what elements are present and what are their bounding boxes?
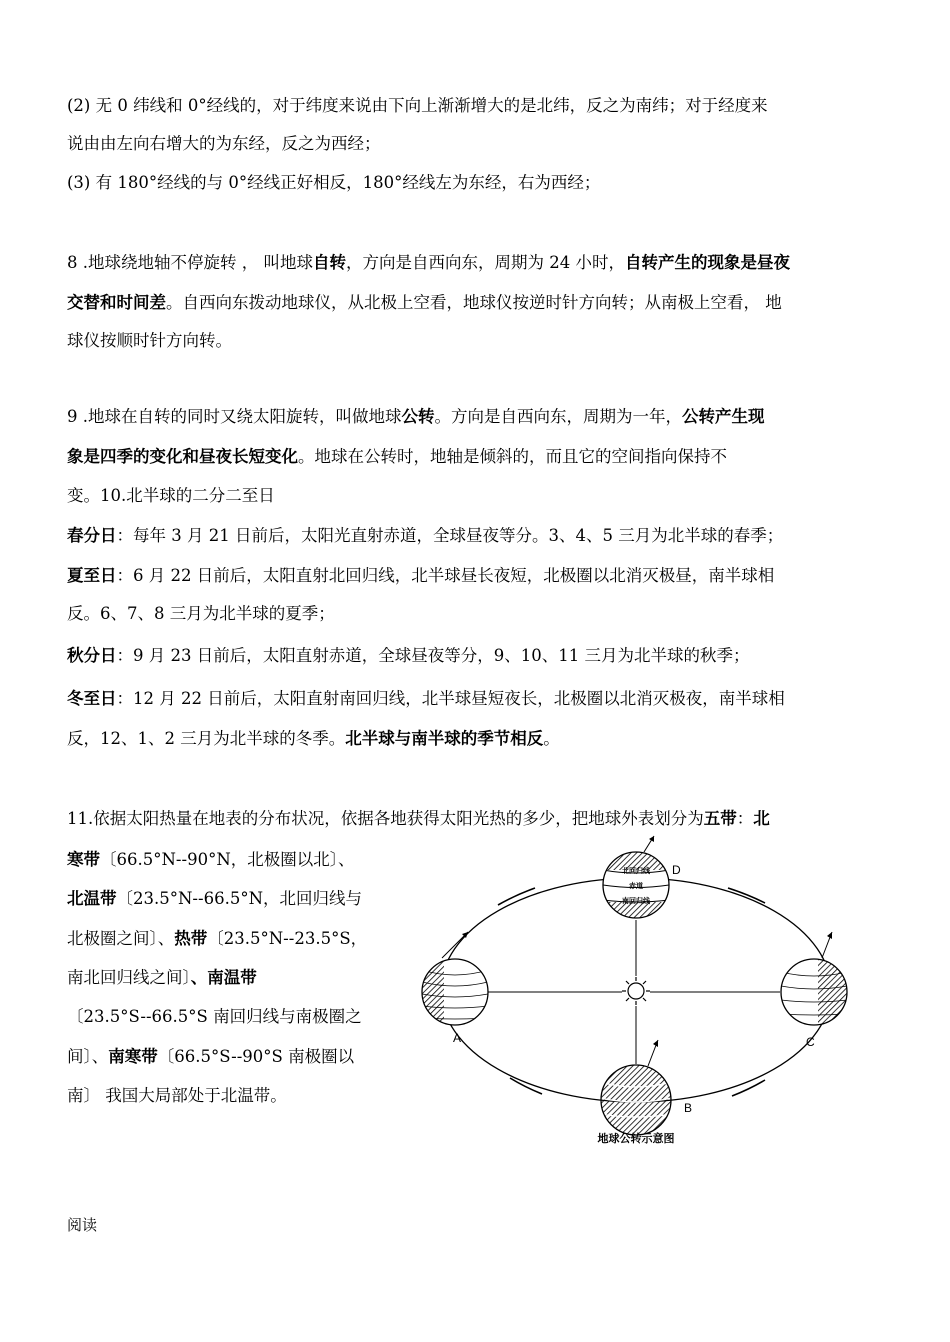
- paragraph-11-line: 北温带〔23.5°N--66.5°N，北回归线与: [67, 889, 363, 908]
- paragraph-11-line: 北极圈之间〕、热带〔23.5°N--23.5°S，: [67, 929, 368, 948]
- earth-a-icon: [420, 932, 488, 1030]
- paragraph-9-line: 象是四季的变化和昼夜长短变化。地球在公转时，地轴是倾斜的，而且它的空间指向保持不: [67, 447, 727, 466]
- text-line: 说由由左向右增大的为东经，反之为西经；: [67, 134, 381, 153]
- earth-d-icon: [603, 836, 669, 920]
- label-b: B: [684, 1101, 693, 1115]
- diagram-caption: 地球公转示意图: [597, 1133, 675, 1145]
- label-c: C: [806, 1035, 815, 1049]
- paragraph-9-line: 9 .地球在自转的同时又绕太阳旋转，叫做地球公转。方向是自西向东，周期为一年，公转产生现: [67, 407, 765, 426]
- earth-revolution-diagram: [410, 830, 910, 1150]
- autumn-equinox-line: 秋分日：9 月 23 日前后，太阳直射赤道，全球昼夜等分，9、10、11 三月为北半球的秋季；: [67, 646, 750, 665]
- zone-label: 赤道: [629, 883, 643, 890]
- paragraph-11-line: 南北回归线之间〕、南温带: [67, 968, 257, 987]
- summer-solstice-line: 反。6、7、8 三月为北半球的夏季；: [67, 604, 335, 623]
- paragraph-11-line: 南〕 我国大局部处于北温带。: [67, 1086, 287, 1105]
- sun-icon: [622, 977, 650, 1005]
- paragraph-8-line: 8 .地球绕地轴不停旋转 ， 叫地球自转，方向是自西向东，周期为 24 小时，自转产生的现象是昼夜: [67, 253, 790, 272]
- label-d: D: [672, 863, 681, 877]
- paragraph-8-line: 交替和时间差。自西向东拨动地球仪，从北极上空看，地球仪按逆时针方向转；从南极上空看， 地: [67, 293, 782, 312]
- text-line: (2) 无 0 纬线和 0°经线的，对于纬度来说由下向上渐渐增大的是北纬，反之为南纬；对于经度来: [67, 96, 768, 115]
- spring-equinox-line: 春分日：每年 3 月 21 日前后，太阳光直射赤道，全球昼夜等分。3、4、5 三月为北半球的春季；: [67, 526, 784, 545]
- label-a: A: [453, 1031, 462, 1045]
- zone-label: 南回归线: [622, 898, 650, 905]
- zone-label: 北回归线: [622, 868, 650, 875]
- paragraph-11-line: 11.依据太阳热量在地表的分布状况，依据各地获得太阳光热的多少，把地球外表划分为五带：北: [67, 809, 770, 828]
- winter-solstice-line: 冬至日：12 月 22 日前后，太阳直射南回归线，北半球昼短夜长，北极圈以北消灭极夜，南半球相: [67, 689, 785, 708]
- text-line: (3) 有 180°经线的与 0°经线正好相反，180°经线左为东经，右为西经；: [67, 173, 601, 192]
- paragraph-8-line: 球仪按顺时针方向转。: [67, 331, 232, 350]
- footer-text: 阅读: [67, 1216, 98, 1234]
- paragraph-11-line: 〔23.5°S--66.5°S 南回归线与南极圈之: [67, 1007, 362, 1026]
- paragraph-9-line: 变。10.北半球的二分二至日: [67, 486, 275, 505]
- paragraph-11-line: 间〕、南寒带〔66.5°S--90°S 南极圈以: [67, 1047, 355, 1066]
- winter-solstice-line: 反，12、1、2 三月为北半球的冬季。北半球与南半球的季节相反。: [67, 729, 560, 748]
- paragraph-11-line: 寒带〔66.5°N--90°N，北极圈以北〕、: [67, 850, 355, 869]
- summer-solstice-line: 夏至日：6 月 22 日前后，太阳直射北回归线，北半球昼长夜短，北极圈以北消灭极昼，南半球相: [67, 566, 775, 585]
